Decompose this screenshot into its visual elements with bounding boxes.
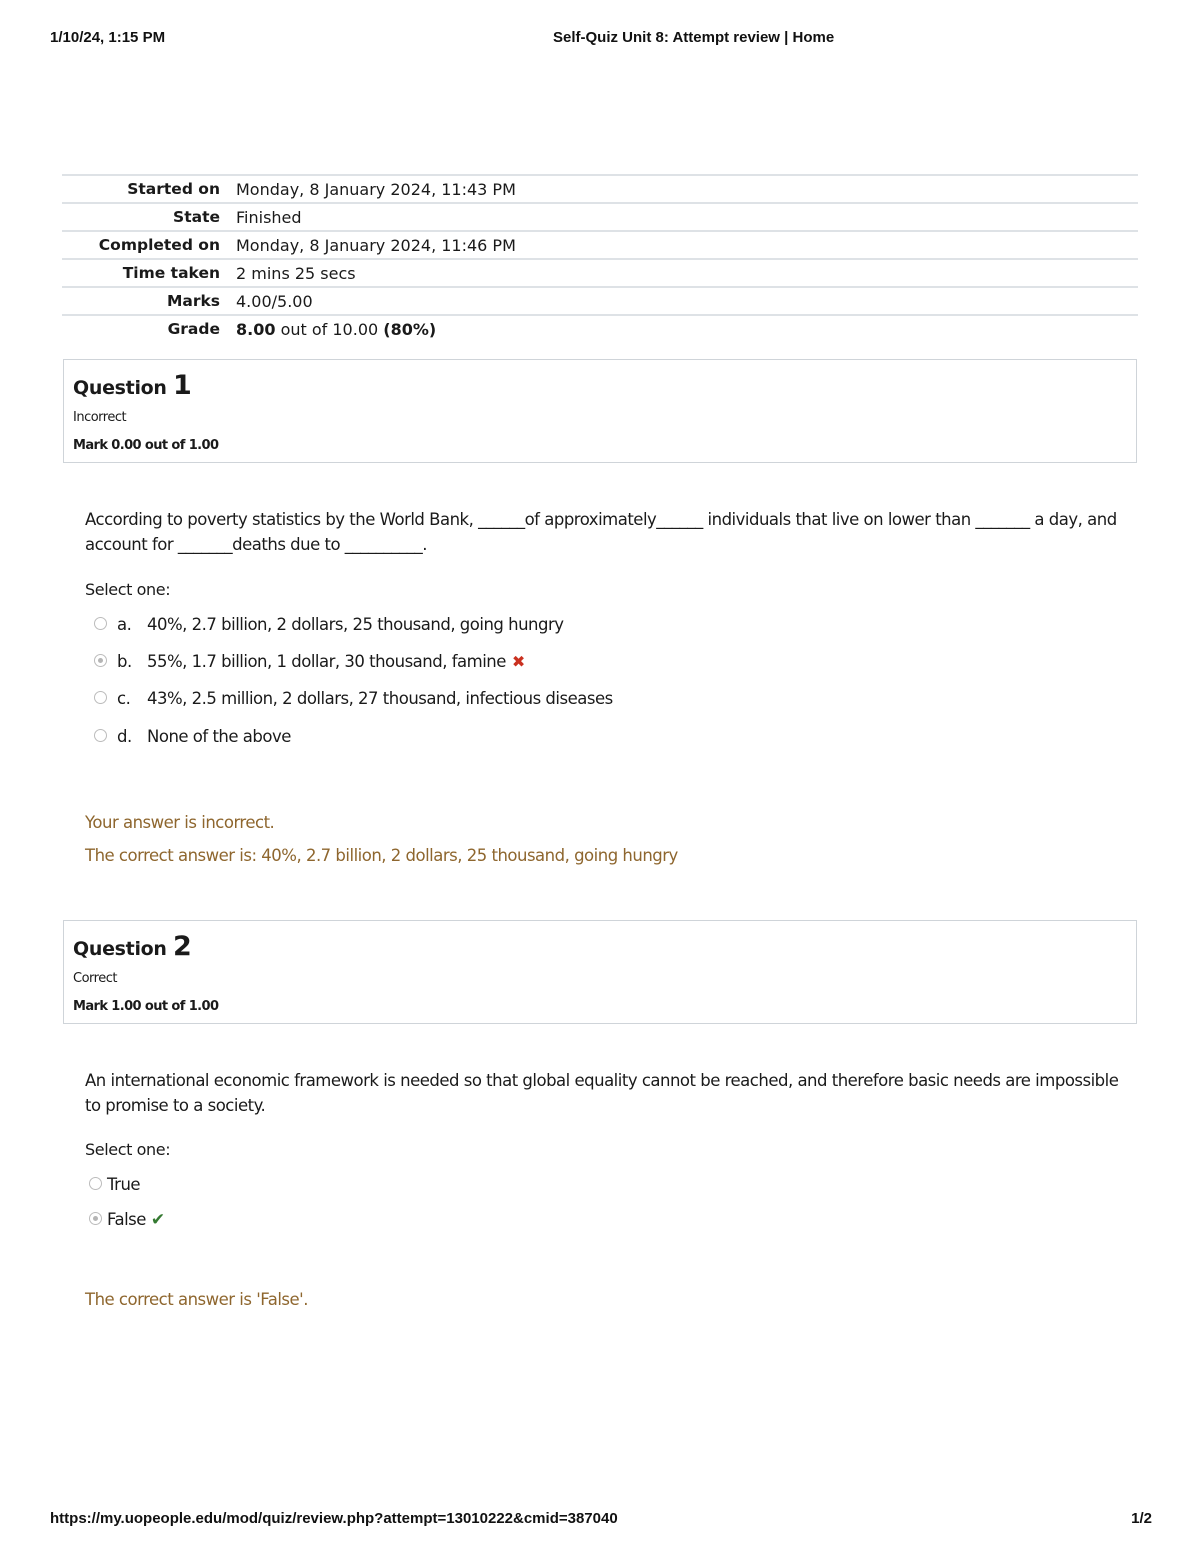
answer-option-false[interactable] bbox=[89, 1210, 165, 1232]
print-datetime: 1/10/24, 1:15 PM bbox=[50, 29, 166, 46]
feedback-result: Your answer is incorrect. bbox=[85, 813, 275, 832]
select-one-prompt: Select one: bbox=[85, 1140, 171, 1159]
summary-label: Marks bbox=[62, 287, 236, 315]
option-text: 43%, 2.5 million, 2 dollars, 27 thousand, infectious diseases bbox=[147, 689, 613, 708]
grade-score: 8.00 bbox=[236, 319, 276, 339]
question-number bbox=[73, 370, 191, 401]
option-letter: c. bbox=[117, 689, 131, 708]
question-state: Incorrect bbox=[73, 410, 127, 425]
question-info-box bbox=[63, 359, 1137, 463]
radio-button[interactable] bbox=[94, 691, 107, 704]
summary-row-state bbox=[62, 203, 1138, 231]
print-page-title: Self-Quiz Unit 8: Attempt review | Home bbox=[553, 29, 835, 46]
question-number-value: 2 bbox=[172, 931, 192, 962]
question-state: Correct bbox=[73, 971, 117, 986]
option-letter: b. bbox=[117, 652, 132, 671]
summary-label: Grade bbox=[62, 315, 236, 342]
question-text: An international economic framework is needed so that global equality cannot be reached, and therefore basic needs are impossible to promise to a society. bbox=[85, 1071, 1119, 1115]
question-label: Question bbox=[73, 938, 167, 960]
radio-button-selected[interactable] bbox=[94, 654, 107, 667]
print-header bbox=[50, 29, 1152, 49]
option-text: 55%, 1.7 billion, 1 dollar, 30 thousand, famine bbox=[147, 652, 506, 671]
summary-label: Completed on bbox=[62, 231, 236, 259]
option-letter: d. bbox=[117, 727, 132, 746]
radio-button[interactable] bbox=[89, 1177, 102, 1190]
question-mark: Mark 1.00 out of 1.00 bbox=[73, 999, 219, 1014]
question-text: According to poverty statistics by the World Bank, ______of approximately______ individuals that live on lower than _______ a day, and account for _______deaths due to __________. bbox=[85, 510, 1117, 554]
attempt-summary-table bbox=[62, 174, 1138, 342]
radio-button-selected[interactable] bbox=[89, 1212, 102, 1225]
option-text: True bbox=[107, 1175, 141, 1194]
radio-button[interactable] bbox=[94, 617, 107, 630]
question-info-box bbox=[63, 920, 1137, 1024]
option-text: 40%, 2.7 billion, 2 dollars, 25 thousand, going hungry bbox=[147, 615, 564, 634]
summary-row-marks bbox=[62, 287, 1138, 315]
answer-option-c[interactable] bbox=[94, 689, 613, 711]
question-mark: Mark 0.00 out of 1.00 bbox=[73, 438, 219, 453]
summary-label: Time taken bbox=[62, 259, 236, 287]
option-text: None of the above bbox=[147, 727, 291, 746]
correct-check-icon: ✔ bbox=[150, 1210, 165, 1230]
select-one-prompt: Select one: bbox=[85, 580, 171, 599]
summary-value bbox=[236, 315, 1138, 342]
answer-option-true[interactable] bbox=[89, 1175, 140, 1197]
summary-label: State bbox=[62, 203, 236, 231]
incorrect-icon: ✖ bbox=[511, 652, 525, 671]
grade-percent: (80%) bbox=[383, 319, 437, 339]
question-label: Question bbox=[73, 377, 167, 399]
answer-option-a[interactable] bbox=[94, 615, 564, 637]
answer-option-b[interactable] bbox=[94, 652, 525, 674]
print-footer bbox=[50, 1510, 1152, 1530]
summary-row-completed bbox=[62, 231, 1138, 259]
feedback-correct-answer: The correct answer is 'False'. bbox=[85, 1290, 308, 1309]
summary-value: Monday, 8 January 2024, 11:43 PM bbox=[236, 175, 1138, 203]
grade-total: out of 10.00 bbox=[275, 319, 384, 339]
print-url: https://my.uopeople.edu/mod/quiz/review.php?attempt=13010222&cmid=387040 bbox=[50, 1510, 618, 1527]
answer-option-d[interactable] bbox=[94, 727, 291, 749]
radio-button[interactable] bbox=[94, 729, 107, 742]
summary-value: Finished bbox=[236, 203, 1138, 231]
feedback-correct-answer: The correct answer is: 40%, 2.7 billion, 2 dollars, 25 thousand, going hungry bbox=[85, 846, 678, 865]
summary-row-time-taken bbox=[62, 259, 1138, 287]
question-number bbox=[73, 931, 191, 962]
summary-label: Started on bbox=[62, 175, 236, 203]
summary-row-started bbox=[62, 175, 1138, 203]
option-text: False bbox=[107, 1210, 146, 1229]
question-number-value: 1 bbox=[172, 370, 192, 401]
summary-value: 2 mins 25 secs bbox=[236, 259, 1138, 287]
summary-value: 4.00/5.00 bbox=[236, 287, 1138, 315]
summary-row-grade bbox=[62, 315, 1138, 342]
option-letter: a. bbox=[117, 615, 132, 634]
print-page-number: 1/2 bbox=[1131, 1510, 1152, 1527]
summary-value: Monday, 8 January 2024, 11:46 PM bbox=[236, 231, 1138, 259]
